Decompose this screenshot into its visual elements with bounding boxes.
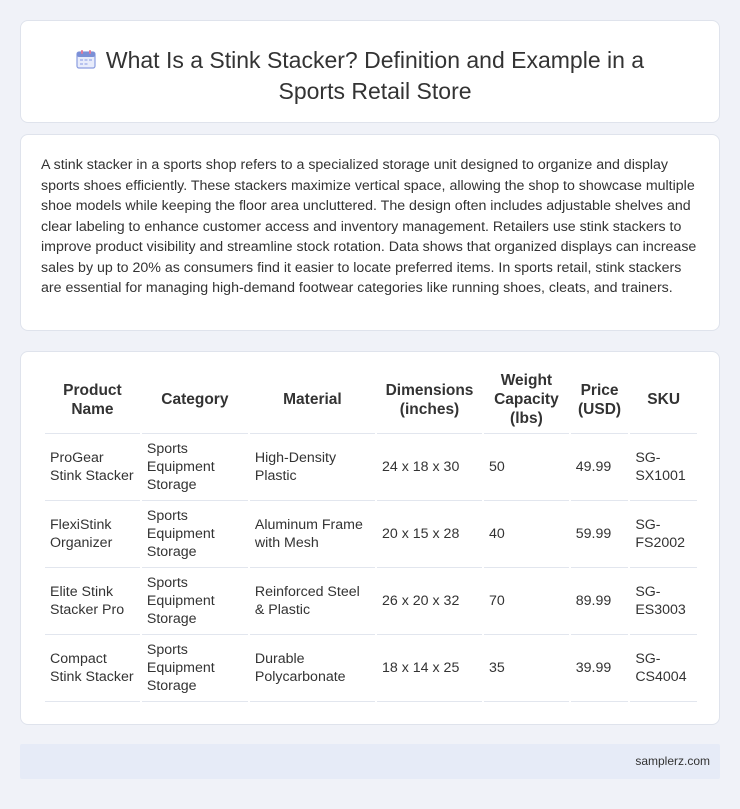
cell-category: Sports Equipment Storage — [142, 434, 248, 501]
title-card — [20, 20, 720, 123]
cell-material: Reinforced Steel & Plastic — [250, 568, 375, 635]
table-row — [45, 568, 697, 635]
cell-price: 49.99 — [571, 434, 629, 501]
table-card — [20, 351, 720, 725]
cell-dimensions: 20 x 15 x 28 — [377, 501, 482, 568]
table-row — [45, 434, 697, 501]
footer — [20, 744, 720, 779]
cell-category: Sports Equipment Storage — [142, 501, 248, 568]
cell-product-name: Compact Stink Stacker — [45, 635, 140, 702]
header-price: Price (USD) — [571, 366, 629, 434]
header-material: Material — [250, 366, 375, 434]
table-header-row — [45, 366, 697, 434]
cell-weight-capacity: 50 — [484, 434, 569, 501]
table-row — [45, 501, 697, 568]
cell-weight-capacity: 40 — [484, 501, 569, 568]
header-sku: SKU — [630, 366, 697, 434]
cell-sku: SG-SX1001 — [630, 434, 697, 501]
page-title: What Is a Stink Stacker? Definition and Example in a Sports Retail Store — [105, 47, 645, 104]
cell-material: Aluminum Frame with Mesh — [250, 501, 375, 568]
cell-sku: SG-ES3003 — [630, 568, 697, 635]
cell-weight-capacity: 70 — [484, 568, 569, 635]
cell-material: Durable Polycarbonate — [250, 635, 375, 702]
cell-sku: SG-FS2002 — [630, 501, 697, 568]
footer-site-link[interactable]: samplerz.com — [635, 754, 710, 768]
cell-category: Sports Equipment Storage — [142, 568, 248, 635]
table-row — [45, 635, 697, 702]
cell-product-name: Elite Stink Stacker Pro — [45, 568, 140, 635]
cell-price: 59.99 — [571, 501, 629, 568]
cell-dimensions: 18 x 14 x 25 — [377, 635, 482, 702]
cell-material: High-Density Plastic — [250, 434, 375, 501]
description-text: A stink stacker in a sports shop refers to a specialized storage unit designed to organize and display sports shoes efficiently. These stackers maximize vertical space, allowing the shop to showcase multiple shoe models while keeping the floor area uncluttered. The design often includes adjustable shelves and clear labeling to enhance customer access and inventory management. Retailers use stink stackers to improve product visibility and streamline stock rotation. Data shows that organized displays can increase sales by up to 20% as consumers find it easier to locate preferred items. In sports retail, stink stackers are essential for managing high-demand footwear categories like running shoes, cleats, and trainers. — [41, 157, 697, 296]
header-weight-capacity: Weight Capacity (lbs) — [484, 366, 569, 434]
cell-sku: SG-CS4004 — [630, 635, 697, 702]
cell-weight-capacity: 35 — [484, 635, 569, 702]
cell-dimensions: 26 x 20 x 32 — [377, 568, 482, 635]
cell-product-name: ProGear Stink Stacker — [45, 434, 140, 501]
header-product-name: Product Name — [45, 366, 140, 434]
cell-category: Sports Equipment Storage — [142, 635, 248, 702]
cell-price: 39.99 — [571, 635, 629, 702]
cell-price: 89.99 — [571, 568, 629, 635]
cell-dimensions: 24 x 18 x 30 — [377, 434, 482, 501]
header-dimensions: Dimensions (inches) — [377, 366, 482, 434]
cell-product-name: FlexiStink Organizer — [45, 501, 140, 568]
header-category: Category — [142, 366, 248, 434]
product-table — [43, 366, 699, 702]
description-card — [20, 134, 720, 331]
